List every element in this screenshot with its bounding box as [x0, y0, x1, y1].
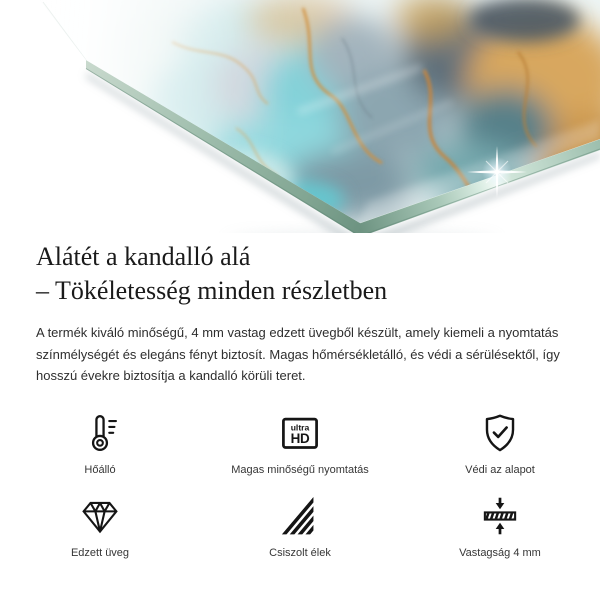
product-photo	[0, 0, 600, 233]
thickness-icon	[479, 495, 521, 537]
title-line-1: Alátét a kandalló alá	[36, 242, 251, 271]
shield-check-icon	[479, 412, 521, 454]
feature-label: Vastagság 4 mm	[459, 546, 541, 559]
thermometer-icon	[79, 412, 121, 454]
ultra-hd-icon-text-top: ultra	[290, 422, 310, 433]
feature-polished-edges	[200, 495, 400, 560]
text-block	[0, 240, 600, 387]
diamond-icon	[79, 495, 121, 537]
feature-label: Hőálló	[84, 463, 116, 476]
feature-print-quality	[200, 412, 400, 477]
feature-label: Magas minőségű nyomtatás	[231, 463, 369, 476]
polished-edges-icon	[279, 495, 321, 537]
feature-label: Védi az alapot	[465, 463, 535, 476]
feature-tempered-glass	[0, 495, 200, 560]
feature-label: Edzett üveg	[70, 546, 130, 559]
feature-label: Csiszolt élek	[269, 546, 331, 559]
feature-protects-base	[400, 412, 600, 477]
title-line-2: – Tökéletesség minden részletben	[36, 276, 388, 305]
feature-heat-resistant	[0, 412, 200, 477]
section-description: A termék kiváló minőségű, 4 mm vastag edzett üvegből készült, amely kiemeli a nyomtatás színmélységét és elegáns fényt biztosít. Magas hőmérsékletálló, és védi a sérülésektől, így hosszú évekre biztosítja a kandalló körüli teret.	[36, 325, 560, 383]
section-title	[36, 240, 564, 308]
ultra-hd-icon-text-bottom: HD	[290, 430, 310, 446]
ultra-hd-icon	[279, 412, 321, 454]
feature-grid	[0, 412, 600, 560]
glass-panel-image	[0, 0, 600, 233]
feature-thickness	[400, 495, 600, 560]
